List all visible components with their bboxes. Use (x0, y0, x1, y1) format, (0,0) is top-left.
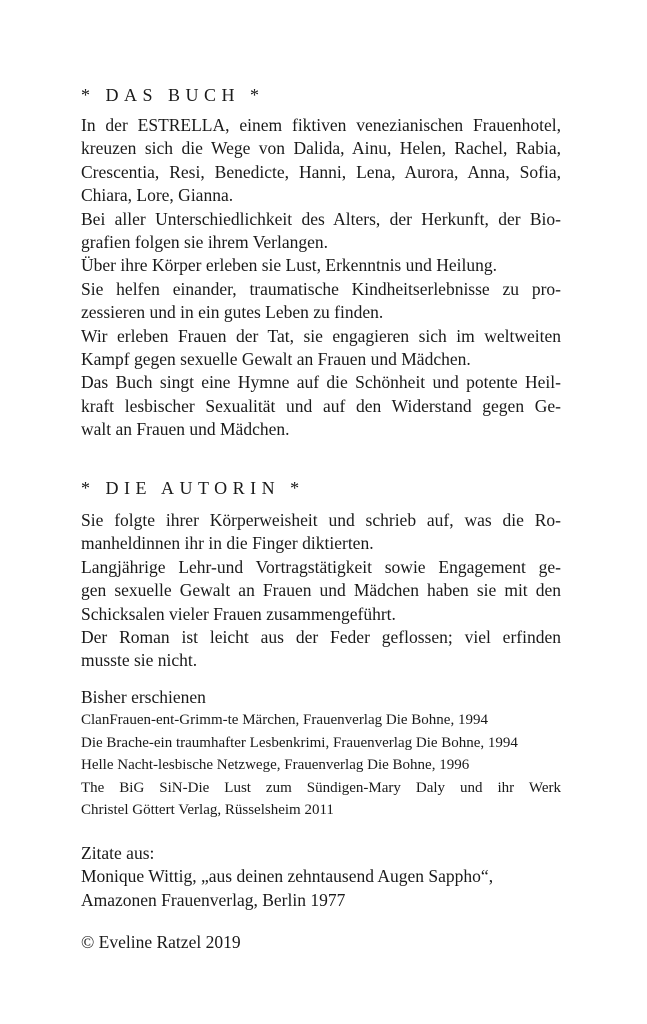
text-line: Wir erleben Frauen der Tat, sie engagieren sich im weltweiten (81, 325, 561, 346)
bibliography-entry: Helle Nacht-lesbische Netzwege, Frauenverlag Die Bohne, 1996 (81, 757, 470, 774)
copyright-notice: © Eveline Ratzel 2019 (81, 932, 241, 952)
text-line: Langjährige Lehr-und Vortragstätigkeit sowie Engagement ge- (81, 556, 561, 577)
text-line: Kampf gegen sexuelle Gewalt an Frauen und Mädchen. (81, 348, 471, 369)
bibliography-entry: Christel Göttert Verlag, Rüsselsheim 2011 (81, 801, 334, 818)
copyright (81, 931, 561, 954)
text-line: In der ESTRELLA, einem fiktiven venezianischen Frauenhotel, (81, 115, 561, 135)
book-section-body (81, 114, 561, 441)
text-line: gen sexuelle Gewalt an Frauen und Mädchen haben sie mit den (81, 580, 561, 601)
bibliography-entry: The BiG SiN-Die Lust zum Sündigen-Mary Daly und ihr Werk (81, 779, 561, 796)
text-line: grafien folgen sie ihrem Verlangen. (81, 231, 329, 252)
text-line: zessieren und in ein gutes Leben zu finden. (81, 302, 384, 323)
bibliography-entry: Die Brache-ein traumhafter Lesbenkrimi, Frauenverlag Die Bohne, 1994 (81, 734, 518, 751)
text-line: Chiara, Lore, Gianna. (81, 185, 234, 206)
quote-source-line: Monique Wittig, „aus deinen zehntausend Augen Sappho“, (81, 866, 494, 887)
text-line: Bei aller Unterschiedlichkeit des Alters, der Herkunft, der Bio- (81, 208, 561, 229)
quotes-source (81, 842, 561, 912)
bibliography-title: Bisher erschienen (81, 687, 206, 707)
text-line: kraft lesbischer Sexualität und auf den Widerstand gegen Ge- (81, 395, 561, 416)
author-section-heading: * DIE AUTORIN * (81, 478, 305, 498)
text-line: Sie folgte ihrer Körperweisheit und schrieb auf, was die Ro- (81, 510, 561, 530)
quotes-title: Zitate aus: (81, 843, 155, 863)
bibliography (81, 686, 561, 821)
quote-source-line: Amazonen Frauenverlag, Berlin 1977 (81, 889, 346, 910)
text-line: Das Buch singt eine Hymne auf die Schönheit und potente Heil- (81, 372, 561, 393)
text-line: musste sie nicht. (81, 650, 198, 671)
text-line: Der Roman ist leicht aus der Feder geflossen; viel erfinden (81, 626, 561, 647)
bibliography-entry: ClanFrauen-ent-Grimm-te Märchen, Frauenverlag Die Bohne, 1994 (81, 712, 488, 729)
text-line: Schicksalen vieler Frauen zusammengeführt. (81, 603, 396, 624)
text-line: walt an Frauen und Mädchen. (81, 419, 290, 440)
text-line: manheldinnen ihr in die Finger diktierten. (81, 533, 374, 554)
book-section-heading: * DAS BUCH * (81, 85, 265, 105)
text-line: kreuzen sich die Wege von Dalida, Ainu, Helen, Rachel, Rabia, (81, 138, 561, 159)
text-line: Crescentia, Resi, Benedicte, Hanni, Lena, Aurora, Anna, Sofia, (81, 161, 561, 182)
text-line: Sie helfen einander, traumatische Kindheitserlebnisse zu pro- (81, 278, 561, 299)
text-line: Über ihre Körper erleben sie Lust, Erkenntnis und Heilung. (81, 255, 497, 276)
author-section-body (81, 509, 561, 673)
